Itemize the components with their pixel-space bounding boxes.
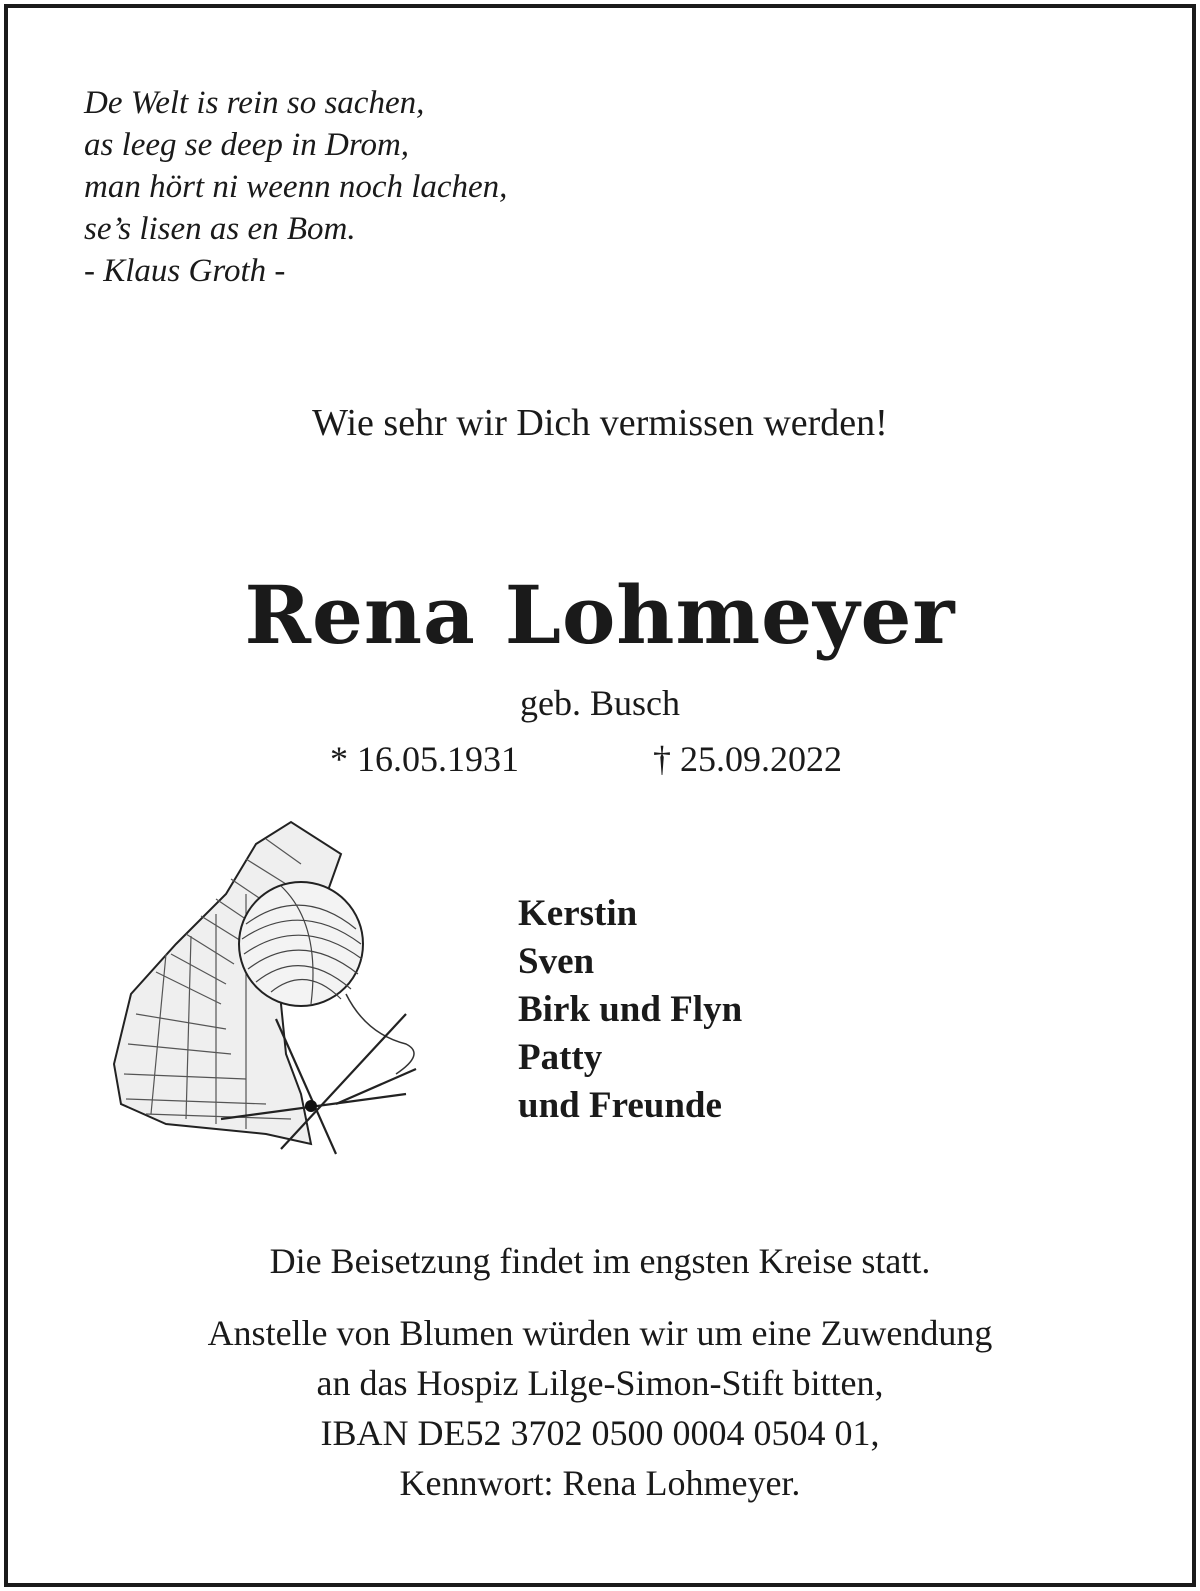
maiden-name: geb. Busch (520, 683, 680, 723)
mourner: Kerstin (518, 893, 638, 934)
obituary-frame (4, 4, 1196, 1587)
deceased-name: Rena Lohmeyer (244, 568, 956, 662)
death-date: † 25.09.2022 (653, 739, 842, 779)
birth-date: * 16.05.1931 (330, 739, 519, 779)
yarn-ball (239, 882, 363, 1006)
keyword-line: Kennwort: Rena Lohmeyer. (399, 1463, 801, 1503)
mourner: und Freunde (518, 1085, 722, 1126)
poem (84, 82, 507, 292)
mourners-list (518, 890, 742, 1130)
donation-line: Anstelle von Blumen würden wir um eine Zuwendung (207, 1313, 993, 1353)
donation-line: an das Hospiz Lilge-Simon-Stift bitten, (316, 1363, 884, 1403)
knitted-sock-with-yarn-ball-icon (106, 814, 426, 1174)
iban-line: IBAN DE52 3702 0500 0004 0504 01, (320, 1413, 880, 1453)
mourner: Sven (518, 941, 595, 982)
mourner: Patty (518, 1037, 603, 1078)
poem-line: se’s lisen as en Bom. (84, 211, 356, 247)
poem-line: as leeg se deep in Drom, (84, 127, 410, 163)
mourner: Birk und Flyn (518, 989, 743, 1030)
donation-request (8, 1308, 1192, 1508)
burial-note: Die Beisetzung findet im engsten Kreise statt. (269, 1241, 931, 1281)
poem-author: - Klaus Groth - (84, 253, 286, 289)
lead-text: Wie sehr wir Dich vermissen werden! (312, 402, 888, 444)
poem-line: man hört ni weenn noch lachen, (84, 169, 508, 205)
poem-line: De Welt is rein so sachen, (84, 85, 425, 121)
